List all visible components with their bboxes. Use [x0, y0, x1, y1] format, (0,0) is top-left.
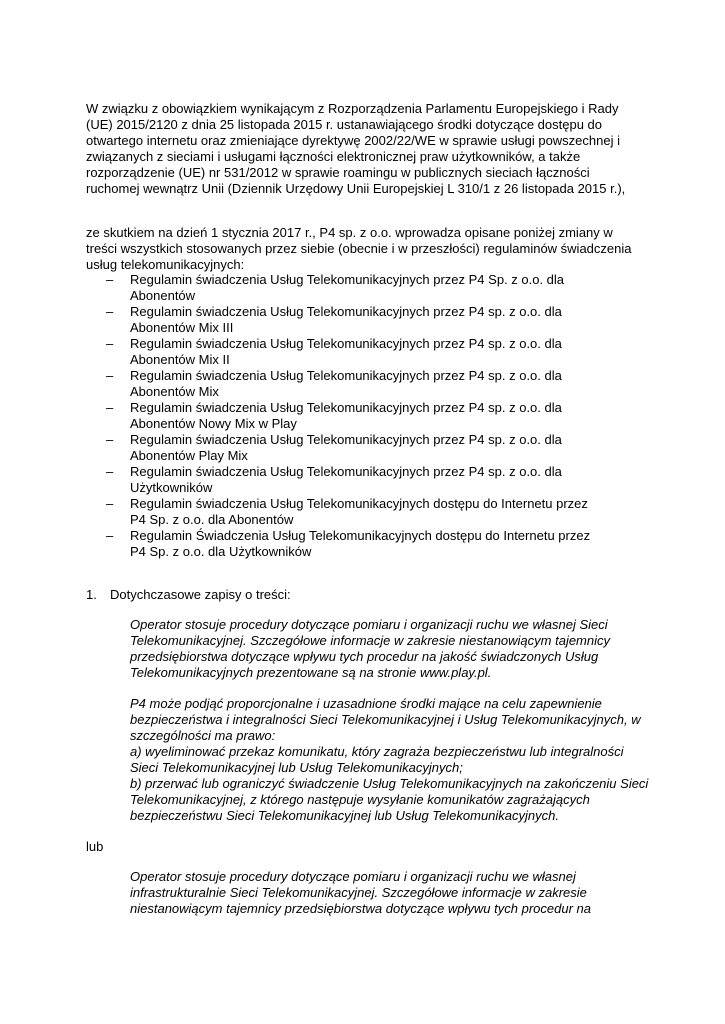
- quote-security-point-a: a) wyeliminować przekaz komunikatu, który zagraża bezpieczeństwu lub integralności Sieci Telekomunikacyjnej lub Usług Telekomunikacyjnych;: [130, 744, 624, 775]
- list-item-text: Regulamin świadczenia Usług Telekomunikacyjnych przez P4 sp. z o.o. dla Abonentów Mix III: [130, 304, 562, 335]
- regulations-list: [106, 272, 606, 560]
- list-item: [106, 528, 606, 560]
- list-item-text: Regulamin świadczenia Usług Telekomunikacyjnych przez P4 sp. z o.o. dla Abonentów Mix II: [130, 336, 562, 367]
- dash-bullet: –: [106, 336, 114, 351]
- quote-traffic-management: Operator stosuje procedury dotyczące pomiaru i organizacji ruchu we własnej Sieci Telekomunikacyjnej. Szczegółowe informacje w zakresie niestanowiącym tajemnicy przedsiębiorstwa dotyczące wpływu tych procedur na jakość świadczonych Usług Telekomunikacyjnych prezentowane są na stronie www.play.pl.: [130, 617, 611, 680]
- list-item-text: Regulamin świadczenia Usług Telekomunikacyjnych przez P4 sp. z o.o. dla Abonentów Nowy Mix w Play: [130, 400, 562, 431]
- list-item: [106, 496, 606, 528]
- list-item: [106, 272, 606, 304]
- list-item: [106, 336, 606, 368]
- list-item: [106, 432, 606, 464]
- dash-bullet: –: [106, 528, 114, 543]
- quote-traffic-management-alt: Operator stosuje procedury dotyczące pomiaru i organizacji ruchu we własnej infrastrukturalnie Sieci Telekomunikacyjnej. Szczegółowe informacje w zakresie niestanowiącym tajemnicy przedsiębiorstwa dotyczące wpływu tych procedur na: [130, 869, 591, 916]
- dash-bullet: –: [106, 464, 114, 479]
- list-item-text: Regulamin świadczenia Usług Telekomunikacyjnych dostępu do Internetu przez P4 Sp. z o.o. dla Abonentów: [130, 496, 588, 527]
- dash-bullet: –: [106, 272, 114, 287]
- list-item: [106, 368, 606, 400]
- intro-paragraph: W związku z obowiązkiem wynikającym z Rozporządzenia Parlamentu Europejskiego i Rady (UE) 2015/2120 z dnia 25 listopada 2015 r. ustanawiającego środki dotyczące dostępu do otwartego internetu oraz zmieniające dyrektywę 2002/22/WE w sprawie usługi powszechnej i związanych z sieciami i usługami łączności elektronicznej praw użytkowników, a także rozporządzenie (UE) nr 531/2012 w sprawie roamingu w publicznych sieciach łączności ruchomej wewnątrz Unii (Dziennik Urzędowy Unii Europejskiej L 310/1 z 26 listopada 2015 r.),: [86, 101, 626, 196]
- quote-security-point-b: b) przerwać lub ograniczyć świadczenie Usług Telekomunikacyjnych na zakończeniu Sieci Telekomunikacyjnej, z którego następuje wysyłanie komunikatów zagrażających bezpieczeństwu Sieci Telekomunikacyjnej lub Usług Telekomunikacyjnych.: [130, 776, 649, 823]
- dash-bullet: –: [106, 368, 114, 383]
- list-item-text: Regulamin świadczenia Usług Telekomunikacyjnych przez P4 sp. z o.o. dla Użytkowników: [130, 464, 562, 495]
- quote-security-measures: [130, 696, 650, 824]
- dash-bullet: –: [106, 496, 114, 511]
- section-title: Dotychczasowe zapisy o treści:: [110, 587, 291, 602]
- section-1-heading: [86, 587, 646, 603]
- dash-bullet: –: [106, 400, 114, 415]
- list-item: [106, 400, 606, 432]
- dash-bullet: –: [106, 304, 114, 319]
- section-number: 1.: [86, 587, 97, 602]
- list-item: [106, 464, 606, 496]
- list-item-text: Regulamin Świadczenia Usług Telekomunikacyjnych dostępu do Internetu przez P4 Sp. z o.o. dla Użytkowników: [130, 528, 591, 559]
- list-item-text: Regulamin świadczenia Usług Telekomunikacyjnych przez P4 sp. z o.o. dla Abonentów Mix: [130, 368, 562, 399]
- or-separator: lub: [86, 839, 104, 854]
- list-item-text: Regulamin świadczenia Usług Telekomunikacyjnych przez P4 sp. z o.o. dla Abonentów Play Mix: [130, 432, 562, 463]
- dash-bullet: –: [106, 432, 114, 447]
- list-item: [106, 304, 606, 336]
- lead-paragraph: ze skutkiem na dzień 1 stycznia 2017 r., P4 sp. z o.o. wprowadza opisane poniżej zmiany w treści wszystkich stosowanych przez siebie (obecnie i w przeszłości) regulaminów świadczenia usług telekomunikacyjnych:: [86, 225, 632, 272]
- list-item-text: Regulamin świadczenia Usług Telekomunikacyjnych przez P4 Sp. z o.o. dla Abonentów: [130, 272, 565, 303]
- quote-security-intro: P4 może podjąć proporcjonalne i uzasadnione środki mające na celu zapewnienie bezpieczeństwa i integralności Sieci Telekomunikacyjnej i Usług Telekomunikacyjnych, w szczególności ma prawo:: [130, 696, 641, 743]
